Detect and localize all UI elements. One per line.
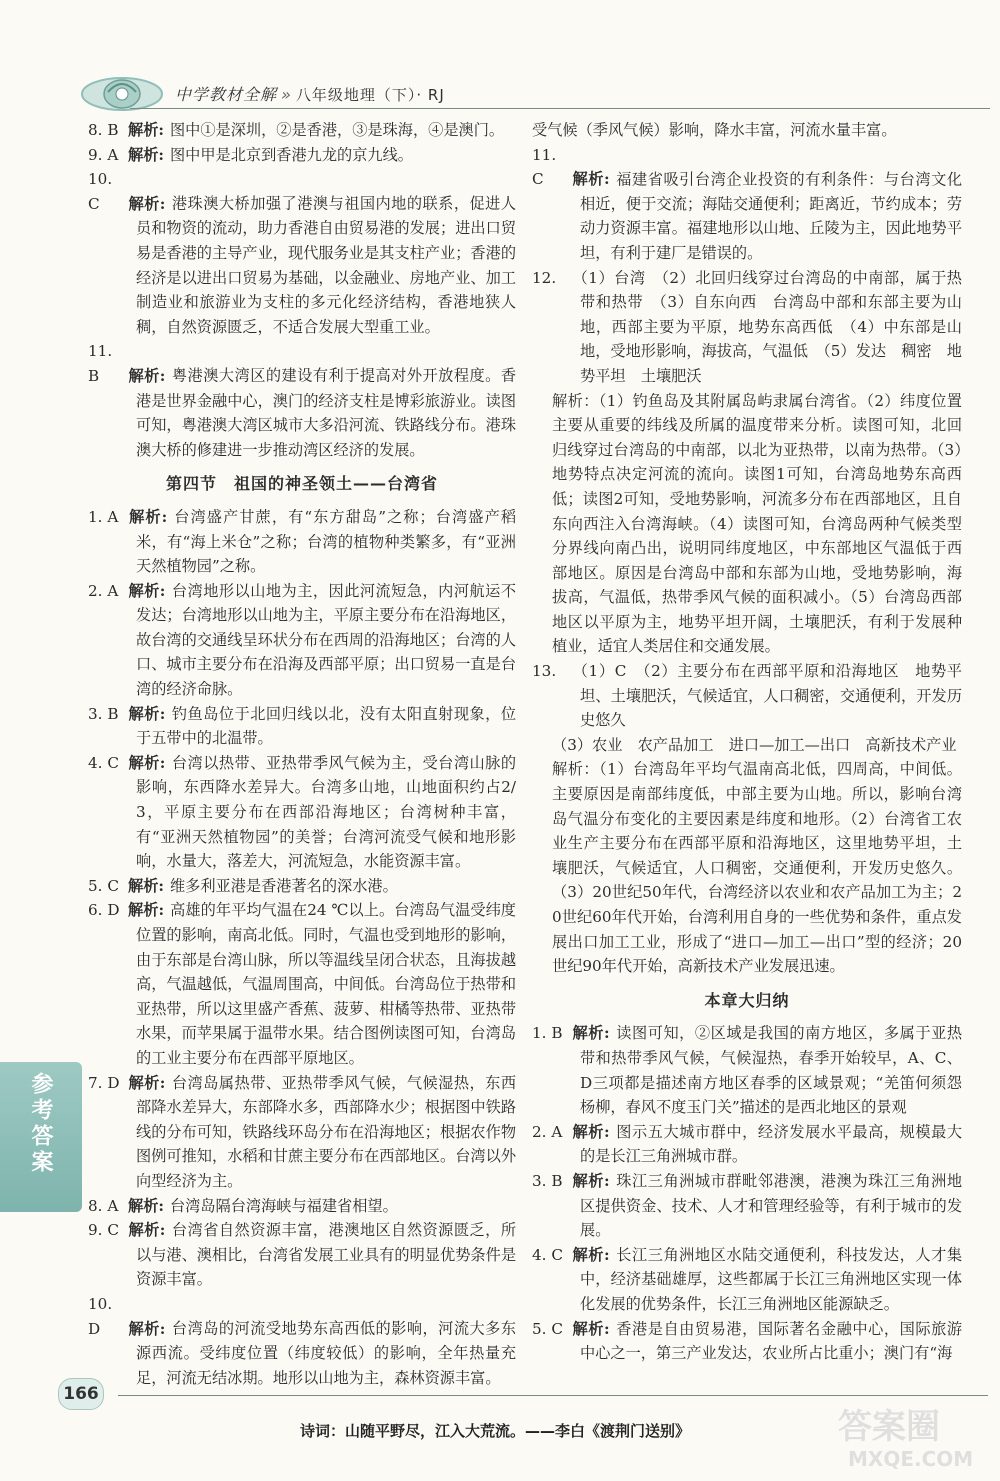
analysis-label: 解析: bbox=[572, 1171, 610, 1190]
answer-text: 粤港澳大湾区的建设有利于提高对外开放程度。香港是世界金融中心，澳门的经济支柱是博彩旅游业。读图可知，粤港澳大湾区城市大多沿河流、铁路线分布。港珠澳大桥的修建进一步推动湾区经济的发展。 bbox=[136, 366, 517, 459]
answer-item bbox=[532, 1317, 962, 1366]
carry-over-text: 受气候（季风气候）影响，降水丰富，河流水量丰富。 bbox=[532, 121, 897, 139]
answer-text: 台湾地形以山地为主，因此河流短急，内河航运不发达；台湾地形以山地为主，平原主要分布在沿海地区，故台湾的交通线呈环状分布在西周的沿海地区；台湾的人口、城市主要分布在沿海及西部平原；出口贸易一直是台湾的经济命脉。 bbox=[136, 581, 517, 699]
answer-number: 4. C bbox=[532, 1245, 563, 1264]
analysis-label: 解析: bbox=[572, 1245, 610, 1264]
answer-number: 8. A bbox=[88, 1196, 119, 1215]
side-tab-label: 参考答案 bbox=[28, 1072, 53, 1176]
analysis-label: 解析: bbox=[128, 876, 164, 895]
answer-item bbox=[532, 1243, 962, 1317]
analysis-label: 解析: bbox=[128, 901, 165, 920]
header-rule bbox=[130, 108, 990, 109]
analysis-label: 解析: bbox=[128, 1319, 166, 1338]
answer-number: 6. D bbox=[88, 901, 120, 920]
answer-item bbox=[532, 143, 962, 266]
analysis-text: 解析：（1）台湾岛年平均气温南高北低，四周高，中间低。主要原因是南部纬度低，中部主要为山地。所以，影响台湾岛气温分布变化的主要因素是纬度和地形。（2）台湾省工农业生产主要分布在西部平原和沿海地区，这里地势平坦，土壤肥沃，气候适宜，人口稠密，交通便利，开发历史悠久。（3）20世纪50年代，台湾经济以农业和农产品加工为主；20世纪60年代开始，台湾利用自身的一些优势和条件，重点发展出口加工工业，形成了“进口—加工—出口”型的经济；20世纪90年代开始，高新技术产业发展迅速。 bbox=[552, 760, 962, 976]
analysis-text: 解析：（1）钓鱼岛及其附属岛屿隶属台湾省。（2）纬度位置主要从重要的纬线及所属的温度带来分析。读图可知，北回归线穿过台湾岛的中南部，以北为亚热带，以南为热带。（3）地势特点决定河流的流向。读图1可知，台湾岛地势东高西低；读图2可知，受地势影响，河流多分布在西部地区，且自东向西注入台湾海峡。（4）读图可知，台湾岛两种气候类型分界线向南凸出，说明同纬度地区，中东部地区气温低于西部地区。原因是台湾岛中部和东部为山地，受地势影响，海拔高，气温低，热带季风气候的面积减小。（5）台湾岛西部地区以平原为主，地势平坦开阔，土壤肥沃，有利于发展种植业，适宜人类居住和交通发展。 bbox=[552, 391, 962, 656]
answer-number: 5. C bbox=[88, 876, 119, 895]
answer-item bbox=[532, 1021, 962, 1119]
analysis-label: 解析: bbox=[128, 1073, 166, 1092]
analysis-label: 解析: bbox=[128, 753, 166, 772]
answer-number: 9. C bbox=[88, 1221, 119, 1240]
answer-text: 高雄的年平均气温在24 ℃以上。台湾岛气温受纬度位置的影响，南高北低。同时，气温也受到地形的影响，由于东部是台湾山脉，所以等温线呈闭合状态，且海拔越高，气温越低，气温周围高，中间低。台湾岛位于热带和亚热带，所以这里盛产香蕉、菠萝、柑橘等热带、亚热带水果，而苹果属于温带水果。结合图例读图可知，台湾岛的工业主要分布在西部平原地区。 bbox=[136, 901, 516, 1067]
answer-number: 11. C bbox=[532, 145, 557, 189]
answer-text: 福建省吸引台湾企业投资的有利条件：与台湾文化相近，便于交流；海陆交通便利；距离近，节约成本；劳动力资源丰富。福建地形以山地、丘陵为主，因此地势平坦，有利于建厂是错误的。 bbox=[580, 170, 963, 262]
answer-item bbox=[88, 339, 516, 462]
answer-number: 12. bbox=[532, 268, 557, 287]
answer-item-12 bbox=[532, 266, 962, 389]
analysis-label: 解析: bbox=[128, 1196, 164, 1215]
answer-number: 1. B bbox=[532, 1024, 563, 1043]
answer-number: 11. B bbox=[88, 342, 113, 385]
answer-text: 台湾省自然资源丰富，港澳地区自然资源匮乏，所以与港、澳相比，台湾省发展工业具有的明显优势条件是资源丰富。 bbox=[136, 1221, 517, 1289]
answer-number: 8. B bbox=[88, 121, 119, 139]
answer-text: 香港是自由贸易港，国际著名金融中心，国际旅游中心之一，第三产业发达，农业所占比重小；澳门有“海 bbox=[580, 1319, 963, 1363]
answer-text: 台湾以热带、亚热带季风气候为主，受台湾山脉的影响，东西降水差异大。台湾多山地，山地面积约占2/3，平原主要分布在西部沿海地区；台湾树种丰富，有“亚洲天然植物园”的美誉；台湾河流受气候和地形影响，水量大，落差大，河流短急，水能资源丰富。 bbox=[136, 753, 517, 871]
answer-text: 读图可知，②区域是我国的南方地区，多属于亚热带和热带季风气候，气候湿热，春季开始较早，A、C、D三项都是描述南方地区春季的区域景观；“羌笛何须怨杨柳，春风不度玉门关”描述的是西北地区的景观 bbox=[580, 1024, 963, 1117]
analysis-label: 解析: bbox=[572, 1319, 610, 1338]
watermark-logo bbox=[830, 1400, 990, 1472]
answer-number: 13. bbox=[532, 662, 557, 681]
analysis-label: 解析: bbox=[572, 170, 610, 189]
answer-item bbox=[88, 143, 516, 168]
book-title: 中学教材全解 bbox=[175, 85, 278, 104]
answer-number: 4. C bbox=[88, 753, 119, 772]
answer-item bbox=[88, 874, 516, 899]
answer-item bbox=[88, 898, 516, 1070]
analysis-label: 解析: bbox=[572, 1122, 610, 1141]
section-title: 本章大归纳 bbox=[704, 990, 790, 1010]
answer-number: 7. D bbox=[88, 1073, 120, 1092]
header-title bbox=[175, 82, 445, 105]
answer-item bbox=[88, 167, 516, 339]
answer-text: 维多利亚港是香港著名的深水港。 bbox=[169, 876, 398, 895]
analysis-label: 解析: bbox=[128, 121, 164, 139]
answer-number: 1. A bbox=[88, 507, 119, 526]
answer-text: 港珠澳大桥加强了港澳与祖国内地的联系，促进人员和物资的流动，助力香港自由贸易港的发展；进出口贸易是香港的主导产业，现代服务业是其支柱产业；香港的经济是以进出口贸易为基础，以金融业、房地产业、加工制造业和旅游业为支柱的多元化经济结构，香港地狭人稠，自然资源匮乏，不适合发展大型重工业。 bbox=[136, 194, 517, 336]
answer-text: 图中甲是北京到香港九龙的京九线。 bbox=[169, 145, 413, 164]
answer-text: 台湾岛隔台湾海峡与福建省相望。 bbox=[169, 1196, 398, 1215]
analysis-label: 解析: bbox=[128, 507, 168, 526]
answer-text-continued: （3）农业 农产品加工 进口—加工—出口 高新技术产业 bbox=[552, 735, 957, 754]
answer-item bbox=[88, 1218, 516, 1292]
left-column bbox=[88, 118, 516, 1390]
answer-number: 10. C bbox=[88, 170, 113, 213]
right-column bbox=[532, 118, 962, 1366]
answer-text: 钓鱼岛位于北回归线以北，没有太阳直射现象，位于五带中的北温带。 bbox=[136, 704, 517, 748]
analysis-label: 解析: bbox=[128, 145, 164, 164]
answer-text: 长江三角洲地区水陆交通便利，科技发达，人才集中，经济基础雄厚，这些都属于长江三角洲地区实现一体化发展的优势条件，长江三角洲地区能源缺乏。 bbox=[580, 1245, 963, 1313]
answer-text: 台湾盛产甘蔗，有“东方甜岛”之称；台湾盛产稻米，有“海上米仓”之称；台湾的植物种类繁多，有“亚洲天然植物园”之称。 bbox=[136, 507, 517, 576]
header-subtitle: 八年级地理（下）· RJ bbox=[295, 86, 445, 104]
answer-item bbox=[532, 1169, 962, 1243]
analysis-label: 解析: bbox=[128, 704, 166, 723]
answer-item bbox=[88, 1071, 516, 1194]
footer-poem: 诗词：山随平野尽，江入大荒流。——李白《渡荆门送别》 bbox=[300, 1422, 691, 1440]
answer-text: 图示五大城市群中，经济发展水平最高，规模最大的是长江三角洲城市群。 bbox=[580, 1122, 963, 1166]
page-number: 166 bbox=[58, 1378, 104, 1410]
answer-text: 图中①是深圳，②是香港，③是珠海，④是澳门。 bbox=[169, 121, 505, 139]
analysis-label: 解析: bbox=[128, 1221, 166, 1240]
answer-number: 2. A bbox=[88, 581, 119, 600]
answer-item bbox=[88, 1292, 516, 1390]
answer-item bbox=[532, 1120, 962, 1169]
analysis-label: 解析: bbox=[128, 366, 166, 385]
answer-number: 2. A bbox=[532, 1122, 563, 1141]
svg-text:MXQE.COM: MXQE.COM bbox=[848, 1447, 974, 1471]
answer-number: 5. C bbox=[532, 1319, 563, 1338]
answer-number: 10. D bbox=[88, 1294, 113, 1338]
svg-text:答案圈: 答案圈 bbox=[838, 1407, 940, 1447]
analysis-label: 解析: bbox=[572, 1024, 610, 1043]
answer-number: 3. B bbox=[532, 1171, 563, 1190]
answer-number: 9. A bbox=[88, 145, 119, 164]
answer-item bbox=[88, 579, 516, 702]
analysis-label: 解析: bbox=[128, 194, 166, 213]
footer-rule bbox=[118, 1395, 988, 1396]
answer-item bbox=[88, 751, 516, 874]
answer-text: 珠江三角洲城市群毗邻港澳，港澳为珠江三角洲地区提供资金、技术、人才和管理经验等，有利于城市的发展。 bbox=[580, 1171, 963, 1240]
section-title: 第四节 祖国的神圣领土——台湾省 bbox=[165, 474, 438, 494]
answer-text: （1）台湾 （2）北回归线穿过台湾岛的中南部，属于热带和热带 （3）自东向西 台湾岛中部和东部主要为山地，西部主要为平原，地势东高西低 （4）中东部是山地，受地形影响，海拔高，气温低 （5）发达 稠密 地势平坦 土壤肥沃 bbox=[572, 268, 962, 385]
analysis-label: 解析: bbox=[128, 581, 166, 600]
answer-item bbox=[88, 505, 516, 579]
answer-text: 台湾岛的河流受地势东高西低的影响，河流大多东源西流。受纬度位置（纬度较低）的影响，全年热量充足，河流无结冰期。地形以山地为主，森林资源丰富。 bbox=[136, 1319, 517, 1387]
answer-item bbox=[88, 118, 516, 143]
answer-text: （1）C （2）主要分布在西部平原和沿海地区 地势平坦、土壤肥沃，气候适宜，人口稠密，交通便利，开发历史悠久 bbox=[572, 662, 962, 730]
answer-item bbox=[88, 702, 516, 751]
answer-item bbox=[88, 1194, 516, 1219]
header-separator: » bbox=[281, 85, 292, 104]
answer-item-13 bbox=[532, 659, 962, 733]
answer-text: 台湾岛属热带、亚热带季风气候，气候湿热，东西部降水差异大，东部降水多，西部降水少；根据图中铁路线的分布可知，铁路线环岛分布在沿海地区；根据农作物图例可推知，水稻和甘蔗主要分布在西部地区。台湾以外向型经济为主。 bbox=[136, 1073, 517, 1190]
answer-number: 3. B bbox=[88, 704, 119, 723]
